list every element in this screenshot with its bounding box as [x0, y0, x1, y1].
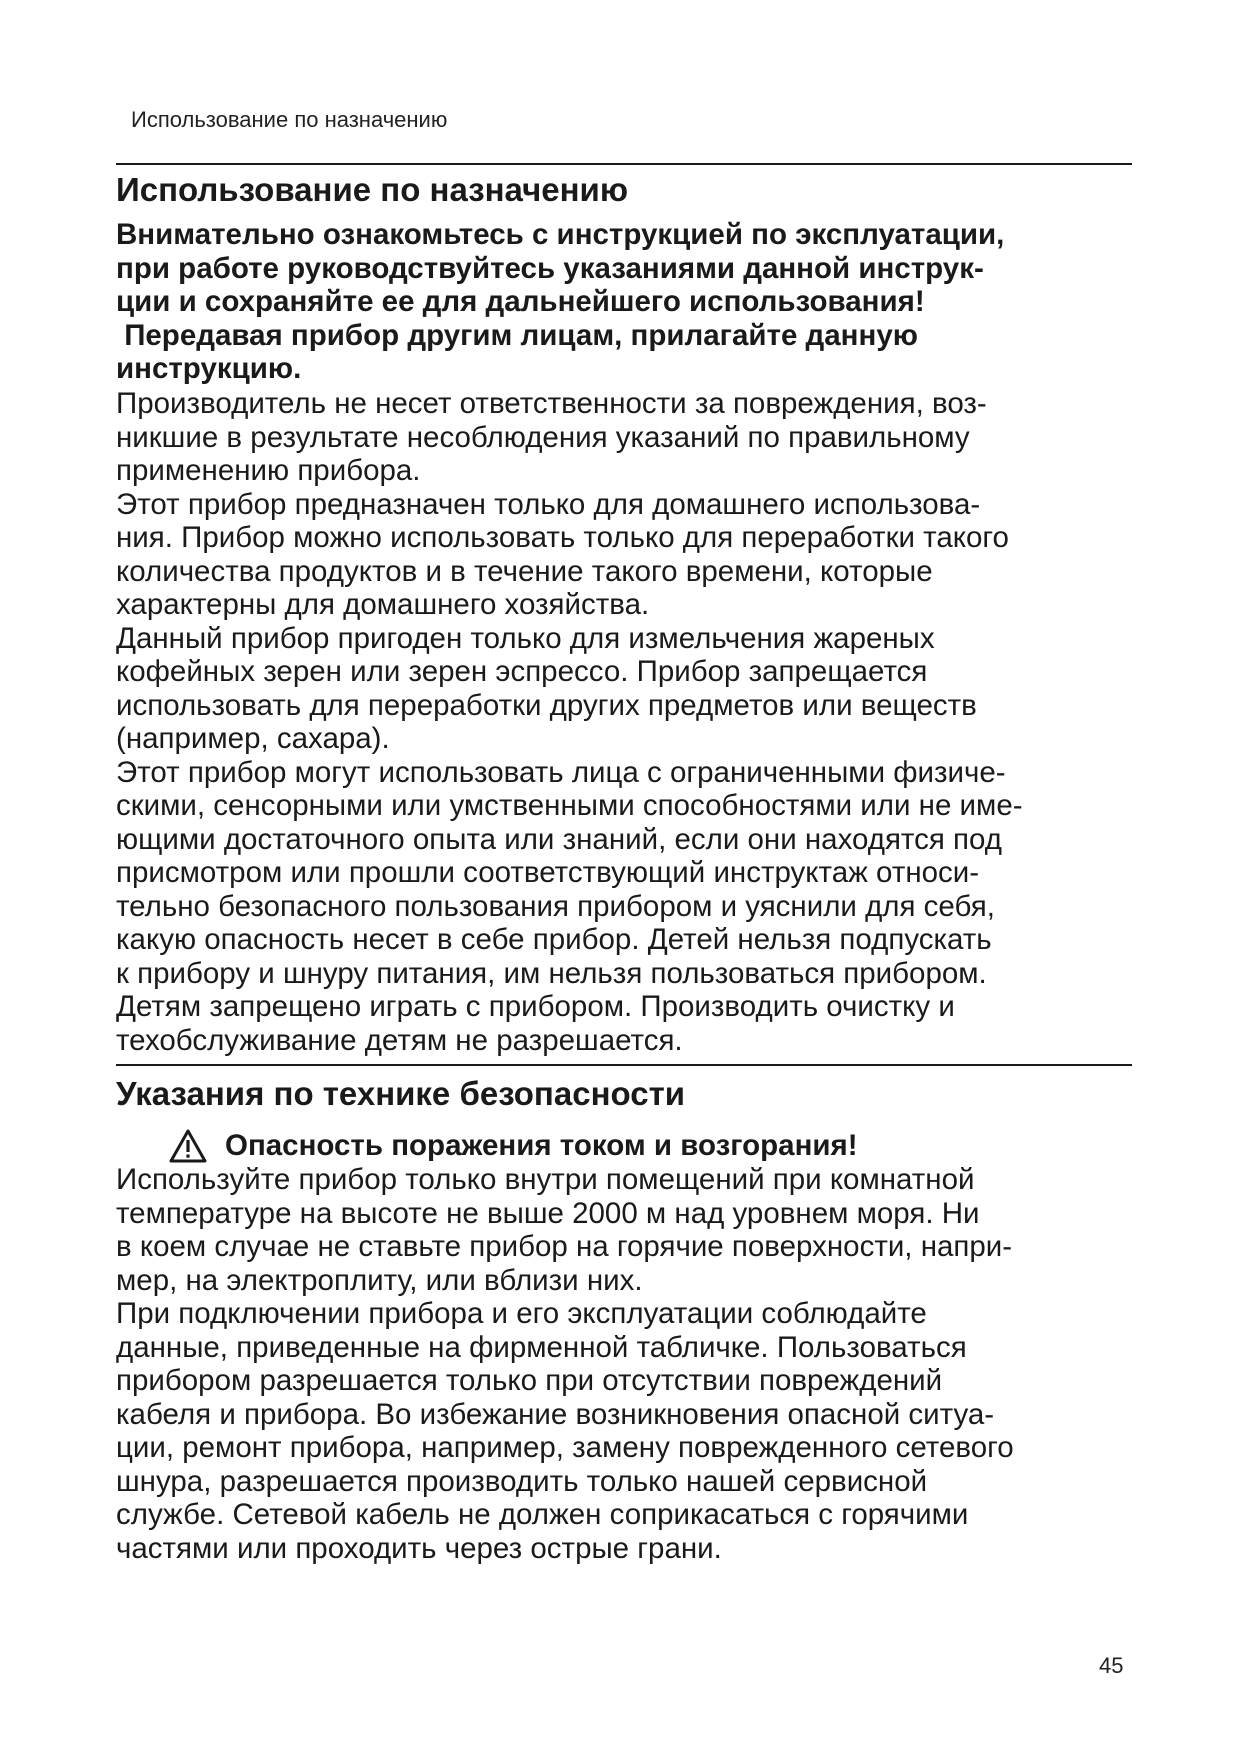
section-title-safety: Указания по технике безопасности: [116, 1075, 686, 1112]
body-line: (например, сахара).: [116, 722, 390, 755]
section-title-intended-use: Использование по назначению: [116, 171, 628, 208]
running-head: Использование по назначению: [131, 107, 448, 132]
body-line: ющими достаточного опыта или знаний, если они находятся под: [116, 822, 1002, 856]
bold-instructions: [116, 218, 1136, 386]
body-line: кабеля и прибора. Во избежание возникновения опасной ситуа-: [116, 1397, 995, 1431]
body-line: техобслуживание детям не разрешается.: [116, 1023, 683, 1057]
page-number: 45: [1099, 1653, 1124, 1678]
body-line: температуре на высоте не выше 2000 м над уровнем моря. Ни: [116, 1196, 980, 1230]
body-line: мер, на электроплиту, или вблизи них.: [116, 1263, 643, 1297]
intended-use-body: [116, 387, 1136, 1057]
section-divider: [116, 1064, 1132, 1066]
body-line: кофейных зерен или зерен эспрессо. Прибор запрещается: [116, 655, 928, 688]
body-line: использовать для переработки других предметов или веществ: [116, 688, 977, 722]
body-line: в коем случае не ставьте прибор на горячие поверхности, напри-: [116, 1230, 1013, 1263]
bold-line: при работе руководствуйтесь указаниями данной инструк-: [116, 251, 984, 285]
warning-text: Опасность поражения током и возгорания!: [225, 1129, 858, 1162]
safety-body: [116, 1163, 1136, 1565]
body-line: присмотром или прошли соответствующий инструктаж относи-: [116, 856, 980, 889]
body-line: Производитель не несет ответственности за повреждения, воз-: [116, 387, 987, 420]
body-line: Этот прибор могут использовать лица с ограниченными физиче-: [116, 755, 1006, 789]
body-line: данные, приведенные на фирменной табличке. Пользоваться: [116, 1330, 967, 1364]
body-line: шнура, разрешается производить только нашей сервисной: [116, 1464, 928, 1498]
body-line: ния. Прибор можно использовать только для переработки такого: [116, 521, 1009, 554]
body-line: Этот прибор предназначен только для домашнего использова-: [116, 487, 981, 521]
body-line: частями или проходить через острые грани.: [116, 1531, 722, 1565]
bold-line: ции и сохраняйте ее для дальнейшего использования!: [116, 285, 925, 318]
body-line: Используйте прибор только внутри помещений при комнатной: [116, 1163, 975, 1196]
body-line: скими, сенсорными или умственными способностями или не име-: [116, 789, 1023, 822]
body-line: к прибору и шнуру питания, им нельзя пользоваться прибором.: [116, 956, 987, 990]
body-line: количества продуктов и в течение такого времени, которые: [116, 554, 933, 588]
body-line: какую опасность несет в себе прибор. Детей нельзя подпускать: [116, 923, 992, 956]
body-line: Данный прибор пригоден только для измельчения жареных: [116, 621, 935, 655]
bold-line: Передавая прибор другим лицам, прилагайте данную: [116, 318, 918, 352]
body-line: ции, ремонт прибора, например, замену поврежденного сетевого: [116, 1431, 1014, 1464]
warning-heading: [169, 1128, 858, 1164]
bold-line: Внимательно ознакомьтесь с инструкцией по эксплуатации,: [116, 218, 1005, 251]
section-divider: [116, 163, 1132, 165]
warning-triangle-icon: [169, 1129, 207, 1163]
body-line: службе. Сетевой кабель не должен соприкасаться с горячими: [116, 1498, 969, 1531]
body-line: Детям запрещено играть с прибором. Производить очистку и: [116, 990, 955, 1023]
body-line: применению прибора.: [116, 454, 421, 487]
body-line: При подключении прибора и его эксплуатации соблюдайте: [116, 1297, 927, 1330]
body-line: характерны для домашнего хозяйства.: [116, 588, 650, 621]
body-line: тельно безопасного пользования прибором и уяснили для себя,: [116, 889, 995, 923]
body-line: никшие в результате несоблюдения указаний по правильному: [116, 420, 970, 454]
body-line: прибором разрешается только при отсутствии повреждений: [116, 1364, 943, 1397]
bold-line: инструкцию.: [116, 352, 302, 385]
